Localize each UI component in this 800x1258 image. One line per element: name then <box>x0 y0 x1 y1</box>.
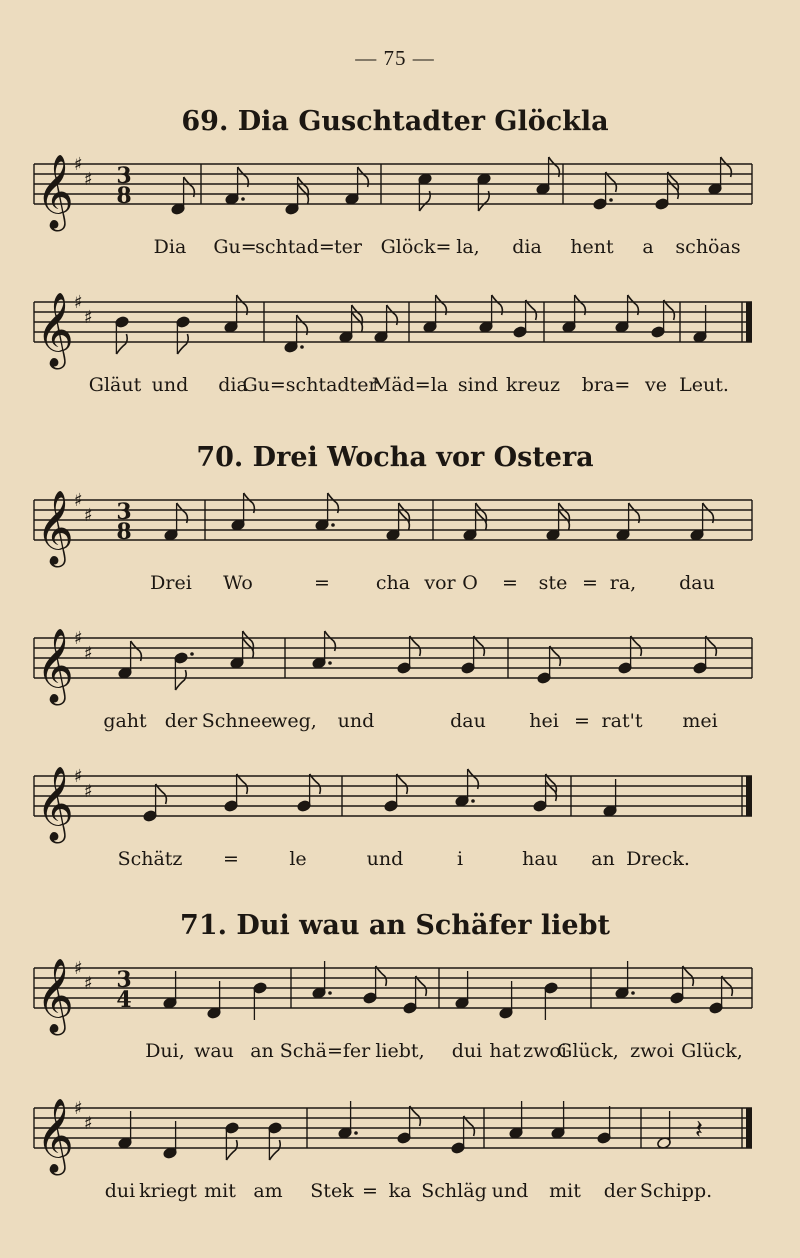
lyric-syllable: dau <box>450 710 486 732</box>
lyric-syllable: Gu= <box>213 236 257 258</box>
lyric-syllable: dui <box>451 1040 483 1062</box>
sharp-icon: ♯ <box>74 1098 83 1119</box>
lyric-syllable: ste <box>538 572 568 594</box>
treble-clef-icon: 𝄞 <box>36 491 74 565</box>
lyric-syllable: zwoi <box>523 1040 567 1062</box>
lyric-syllable: gaht <box>103 710 147 732</box>
lyric-syllable: Dui, <box>145 1040 185 1062</box>
sharp-icon: ♯ <box>84 505 93 526</box>
lyric-syllable: Glück, <box>557 1040 619 1062</box>
lyric-syllable: la, <box>456 236 480 258</box>
lyric-syllable: der <box>164 710 198 732</box>
lyric-syllable: mei <box>682 710 718 732</box>
treble-clef-icon: 𝄞 <box>36 293 74 367</box>
sharp-icon: ♯ <box>74 766 83 787</box>
lyric-syllable: le <box>289 848 307 870</box>
lyric-syllable: dau <box>679 572 715 594</box>
lyric-syllable: Leut. <box>679 374 729 396</box>
lyric-syllable: ter <box>334 236 362 258</box>
sharp-icon: ♯ <box>74 628 83 649</box>
sharp-icon: ♯ <box>84 781 93 802</box>
note <box>657 1111 672 1149</box>
lyric-syllable: und <box>491 1180 529 1202</box>
lyric-syllable: = <box>582 572 598 594</box>
time-signature-top: 3 <box>116 967 132 993</box>
lyric-syllable: Schätz <box>117 848 183 870</box>
note <box>509 1101 524 1139</box>
page-number: — 75 — <box>355 46 435 70</box>
note <box>268 1122 283 1160</box>
lyric-syllable: i <box>456 848 464 870</box>
lyric-syllable: vor <box>424 572 456 594</box>
note <box>118 1111 133 1149</box>
lyric-syllable: hat <box>489 1040 521 1062</box>
lyric-syllable: Schä=fer <box>279 1040 371 1062</box>
lyric-syllable: der <box>603 1180 637 1202</box>
sharp-icon: ♯ <box>74 490 83 511</box>
lyric-syllable: ka <box>388 1180 412 1202</box>
lyric-syllable: liebt, <box>375 1040 425 1062</box>
song-title-69: 69. Dia Guschtadter Glöckla <box>181 106 609 137</box>
lyric-syllable: schöas <box>675 236 741 258</box>
lyric-syllable: = <box>223 848 239 870</box>
treble-clef-icon: 𝄞 <box>36 767 74 841</box>
note <box>338 1101 358 1139</box>
time-signature-bottom: 8 <box>116 519 132 545</box>
flag <box>410 1106 421 1126</box>
song-title-71: 71. Dui wau an Schäfer liebt <box>180 910 610 941</box>
lyric-syllable: hau <box>522 848 558 870</box>
lyric-syllable: rat't <box>601 710 643 732</box>
quarter-rest-icon: 𝄽 <box>695 1115 703 1145</box>
lyric-syllable: Stek <box>310 1180 354 1202</box>
lyric-syllable: Schipp. <box>639 1180 713 1202</box>
time-signature-bottom: 8 <box>116 183 132 209</box>
lyric-syllable: sind <box>457 374 499 396</box>
sharp-icon: ♯ <box>74 154 83 175</box>
sharp-icon: ♯ <box>84 1113 93 1134</box>
lyric-syllable: dia <box>512 236 542 258</box>
lyric-syllable: Glöck= <box>380 236 452 258</box>
treble-clef-icon: 𝄞 <box>36 629 74 703</box>
lyric-syllable: und <box>366 848 404 870</box>
lyric-syllable: dui <box>104 1180 136 1202</box>
lyric-syllable: Dia <box>153 236 187 258</box>
sharp-icon: ♯ <box>74 958 83 979</box>
song-title-70: 70. Drei Wocha vor Ostera <box>196 442 594 473</box>
lyric-syllable: und <box>337 710 375 732</box>
lyric-syllable: ve <box>645 374 667 396</box>
lyric-syllable: am <box>253 1180 283 1202</box>
lyric-syllable: Gu=schtadter <box>242 374 378 396</box>
lyric-syllable: Dreck. <box>626 848 690 870</box>
lyric-syllable: = <box>574 710 590 732</box>
lyric-syllable: = <box>314 572 330 594</box>
lyric-syllable: dia <box>218 374 248 396</box>
treble-clef-icon: 𝄞 <box>36 1099 74 1173</box>
sharp-icon: ♯ <box>74 292 83 313</box>
treble-clef-icon: 𝄞 <box>36 959 74 1033</box>
lyric-syllable: Mäd=la <box>371 374 449 396</box>
lyric-syllable: Drei <box>150 572 192 594</box>
time-signature-bottom: 4 <box>116 987 132 1013</box>
sharp-icon: ♯ <box>84 643 93 664</box>
lyric-syllable: an <box>591 848 615 870</box>
lyric-syllable: weg, <box>271 710 317 732</box>
lyric-syllable: Schnee <box>201 710 273 732</box>
lyric-syllable: zwoi <box>630 1040 674 1062</box>
sharp-icon: ♯ <box>84 307 93 328</box>
lyric-syllable: ra, <box>609 572 637 594</box>
lyric-syllable: Gläut <box>88 374 142 396</box>
note <box>597 1106 612 1144</box>
lyric-syllable: kreuz <box>505 374 561 396</box>
flag <box>464 1116 475 1136</box>
lyric-syllable: kriegt <box>139 1180 197 1202</box>
note <box>225 1122 240 1160</box>
sharp-icon: ♯ <box>84 169 93 190</box>
lyric-syllable: a <box>642 236 654 258</box>
lyric-syllable: an <box>250 1040 274 1062</box>
time-signature-top: 3 <box>116 163 132 189</box>
flag <box>226 1140 237 1160</box>
final-barline-thick <box>746 1108 752 1148</box>
lyric-syllable: Glück, <box>681 1040 743 1062</box>
dot <box>354 1131 358 1135</box>
lyric-syllable: hent <box>570 236 614 258</box>
lyric-syllable: und <box>151 374 189 396</box>
flag <box>269 1140 280 1160</box>
sharp-icon: ♯ <box>84 973 93 994</box>
lyric-syllable: hei <box>529 710 559 732</box>
lyric-syllable: mit <box>549 1180 581 1202</box>
lyric-syllable: Wo <box>223 572 253 594</box>
treble-clef-icon: 𝄞 <box>36 155 74 229</box>
lyric-syllable: wau <box>194 1040 234 1062</box>
note <box>163 1121 178 1159</box>
time-signature-top: 3 <box>116 499 132 525</box>
lyric-syllable: schtad= <box>255 236 335 258</box>
lyric-syllable: = <box>362 1180 378 1202</box>
note <box>551 1101 566 1139</box>
lyric-syllable: O <box>462 572 478 594</box>
lyric-syllable: cha <box>375 572 411 594</box>
lyric-syllable: = <box>502 572 518 594</box>
lyric-syllable: mit <box>204 1180 236 1202</box>
lyric-syllable: Schläg <box>421 1180 487 1202</box>
lyric-syllable: bra= <box>581 374 631 396</box>
